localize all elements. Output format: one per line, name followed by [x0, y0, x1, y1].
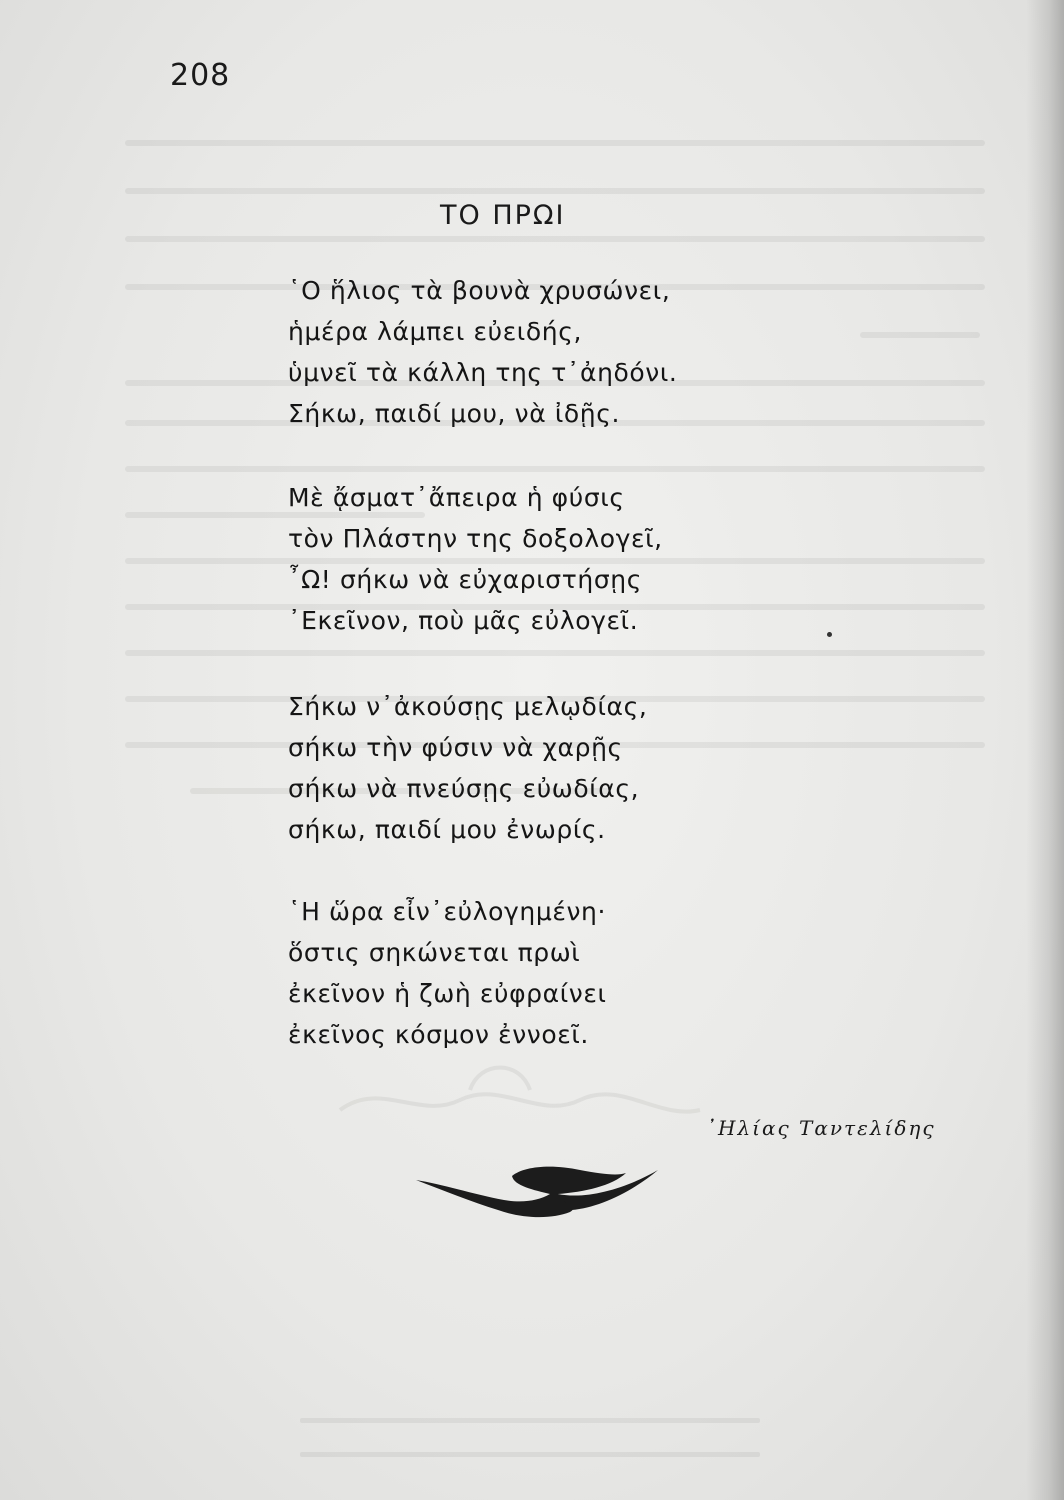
ink-speck [827, 632, 832, 637]
poem-line: ῾Ο ἥλιος τὰ βουνὰ χρυσώνει, [288, 276, 671, 305]
stanza-4 [288, 891, 607, 1055]
page-number: 208 [170, 58, 231, 93]
poem-line: ῾Η ὥρα εἶν᾽εὐλογημένη· [288, 897, 606, 926]
poem-line: ἐκεῖνος κόσμον ἐννοεῖ. [288, 1020, 589, 1049]
author-signature: ᾽Ηλίας Ταντελίδης [706, 1116, 936, 1140]
stanza-2 [288, 477, 663, 641]
poem-line: ἐκεῖνον ἡ ζωὴ εὐφραίνει [288, 979, 607, 1008]
poem-line: Σήκω, παιδί μου, νὰ ἰδῇς. [288, 399, 621, 428]
poem-line: ὅστις σηκώνεται πρωὶ [288, 938, 581, 967]
page-edge-shadow [1026, 0, 1064, 1500]
poem-line: τὸν Πλάστην της δοξολογεῖ, [288, 524, 663, 553]
poem-line: ᾽Εκεῖνον, ποὺ μᾶς εὐλογεῖ. [288, 606, 639, 635]
poem-line: σήκω τὴν φύσιν νὰ χαρῇς [288, 733, 623, 762]
poem-line: ῏Ω! σήκω νὰ εὐχαριστήσῃς [288, 565, 642, 594]
poem-line: ὑμνεῖ τὰ κάλλη της τ᾽ἀηδόνι. [288, 358, 678, 387]
poem-line: Μὲ ᾄσματ᾽ἄπειρα ἡ φύσις [288, 483, 625, 512]
poem-line: σήκω νὰ πνεύσῃς εὐωδίας, [288, 774, 640, 803]
stanza-3 [288, 686, 647, 850]
poem-line: ἡμέρα λάμπει εὐειδής, [288, 317, 583, 346]
stanza-1 [288, 270, 677, 434]
leaf-swash-ornament-icon [412, 1160, 662, 1224]
poem-title: ΤΟ ΠΡΩΙ [440, 200, 566, 231]
poem-line: σήκω, παιδί μου ἐνωρίς. [288, 815, 606, 844]
poem-line: Σήκω ν᾽ἀκούσῃς μελῳδίας, [288, 692, 648, 721]
